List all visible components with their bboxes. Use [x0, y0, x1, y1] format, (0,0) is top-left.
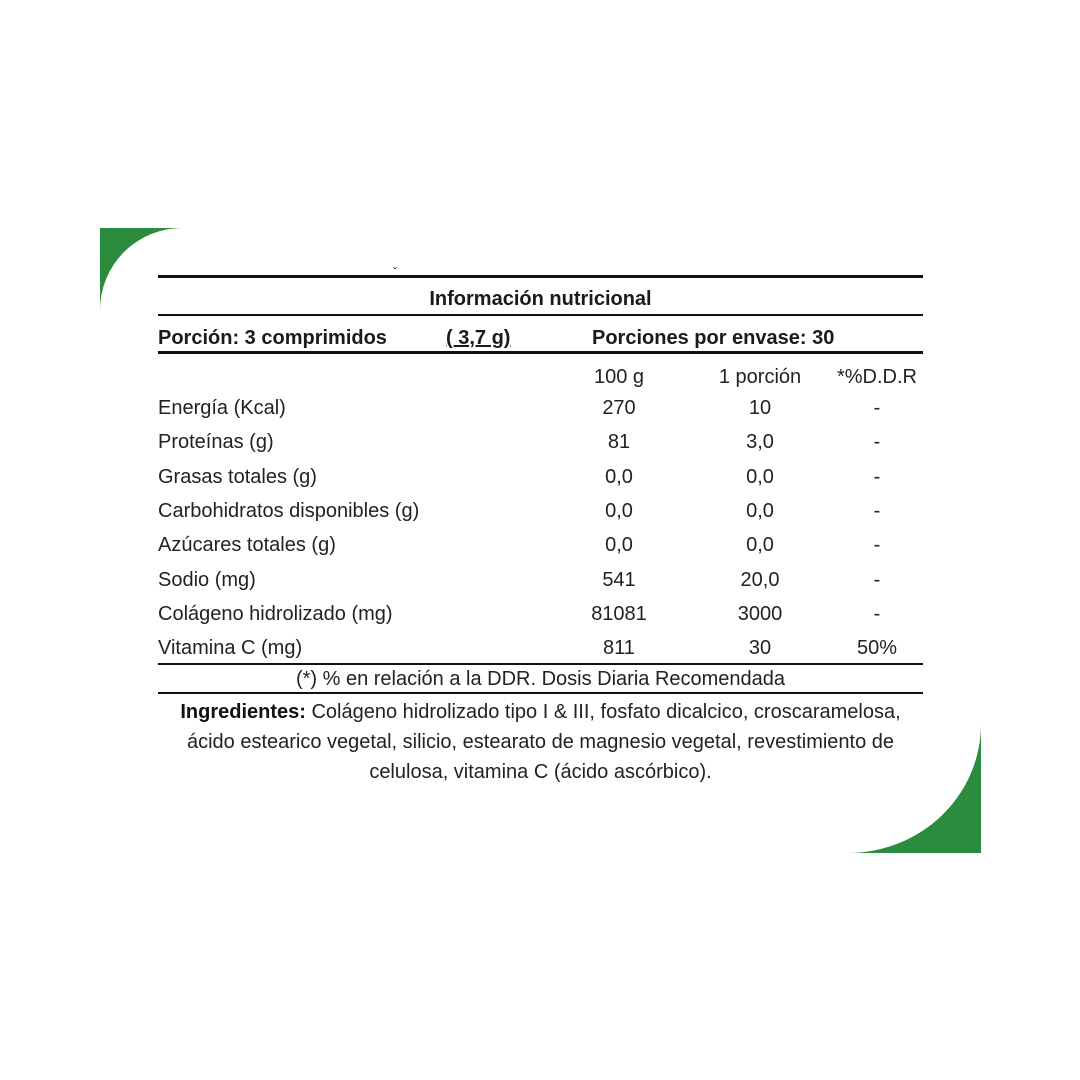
- nutrient-value-ddr: -: [873, 534, 881, 556]
- nutrient-value-ddr: -: [873, 466, 881, 488]
- nutrient-value-100g: 0,0: [605, 500, 633, 522]
- nutrient-value-portion: 3000: [737, 603, 783, 625]
- top-rule: [158, 275, 923, 278]
- nutrient-value-100g: 0,0: [605, 466, 633, 488]
- nutrient-value-portion: 0,0: [746, 534, 774, 556]
- nutrient-value-portion: 20,0: [740, 569, 780, 591]
- nutrient-value-ddr: 50%: [856, 637, 898, 659]
- nutrient-value-100g: 811: [603, 637, 635, 659]
- nutrient-name: Sodio (mg): [158, 569, 256, 591]
- column-header-portion: 1 porción: [718, 366, 802, 388]
- panel-title: Información nutricional: [429, 288, 652, 310]
- ingredients: [168, 697, 913, 787]
- nutrient-name: Grasas totales (g): [158, 466, 317, 488]
- footnote-rule: [158, 692, 923, 694]
- serving-weight: ( 3,7 g): [446, 327, 511, 349]
- serving-rule: [158, 351, 923, 354]
- nutrient-value-portion: 30: [748, 637, 772, 659]
- nutrient-value-100g: 541: [602, 569, 636, 591]
- ingredients-heading: Ingredientes:: [180, 701, 306, 723]
- nutrient-value-ddr: -: [873, 603, 881, 625]
- header-mark: ˇ: [393, 265, 397, 279]
- nutrient-value-portion: 0,0: [746, 466, 774, 488]
- nutrient-name: Vitamina C (mg): [158, 637, 303, 659]
- nutrient-value-portion: 3,0: [746, 431, 774, 453]
- nutrient-value-ddr: -: [873, 500, 881, 522]
- nutrient-name: Carbohidratos disponibles (g): [158, 500, 420, 522]
- column-header-100g: 100 g: [593, 366, 645, 388]
- nutrient-name: Energía (Kcal): [158, 397, 286, 419]
- nutrient-value-portion: 10: [748, 397, 772, 419]
- title-rule: [158, 314, 923, 316]
- ingredients-text: Colágeno hidrolizado tipo I & III, fosfato dicalcico, croscaramelosa, ácido estearico vegetal, silicio, estearato de magnesio vegetal, revestimiento de celulosa, vitamina C (ácido ascórbico).: [186, 701, 901, 783]
- nutrient-value-100g: 81081: [591, 603, 647, 625]
- nutrient-name: Colágeno hidrolizado (mg): [158, 603, 393, 625]
- nutrient-name: Azúcares totales (g): [158, 534, 336, 556]
- nutrient-name: Proteínas (g): [158, 431, 274, 453]
- nutrient-value-ddr: -: [873, 569, 881, 591]
- nutrient-value-100g: 81: [607, 431, 631, 453]
- nutrient-value-ddr: -: [873, 431, 881, 453]
- column-header-ddr: *%D.D.R: [836, 366, 917, 388]
- nutrient-value-100g: 270: [602, 397, 636, 419]
- nutrient-value-ddr: -: [873, 397, 881, 419]
- table-bottom-rule: [158, 663, 923, 665]
- nutrient-value-100g: 0,0: [605, 534, 633, 556]
- serving-size: Porción: 3 comprimidos: [158, 327, 387, 349]
- nutrient-value-portion: 0,0: [746, 500, 774, 522]
- servings-per-container: Porciones por envase: 30: [592, 327, 835, 349]
- footnote: (*) % en relación a la DDR. Dosis Diaria Recomendada: [295, 668, 786, 690]
